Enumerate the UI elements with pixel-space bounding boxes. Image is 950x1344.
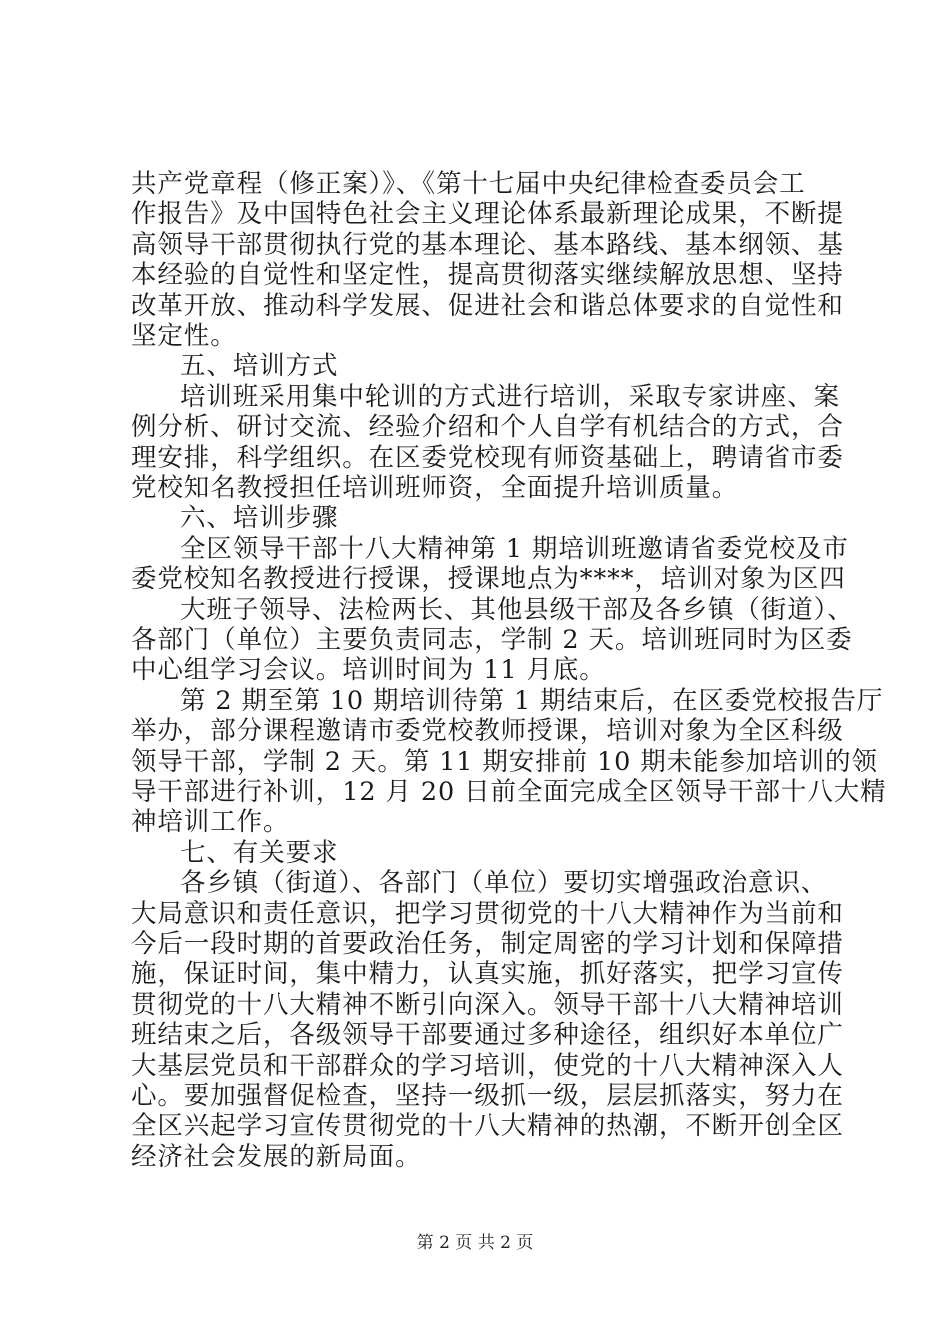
text-line: 各部门（单位）主要负责同志，学制 2 天。培训班同时为区委 <box>131 625 853 655</box>
text-line: 施，保证时间，集中精力，认真实施，抓好落实，把学习宣传 <box>131 959 844 990</box>
text-line: 经济社会发展的新局面。 <box>131 1141 422 1172</box>
section-heading: 七、有关要求 <box>180 837 339 868</box>
text-line: 高领导干部贯彻执行党的基本理论、基本路线、基本纲领、基 <box>131 229 844 260</box>
text-line: 理安排，科学组织。在区委党校现有师资基础上，聘请省市委 <box>131 442 844 473</box>
text-line: 坚定性。 <box>131 321 237 351</box>
text-line: 党校知名教授担任培训班师资，全面提升培训质量。 <box>131 473 739 503</box>
text-line: 各乡镇（街道）、各部门（单位）要切实增强政治意识、 <box>180 868 828 899</box>
text-line: 第 2 期至第 10 期培训待第 1 期结束后，在区委党校报告厅 <box>180 685 884 716</box>
text-line: 举办，部分课程邀请市委党校教师授课，培训对象为全区科级 <box>131 716 844 747</box>
page-number-footer: 第 2 页 共 2 页 <box>416 1233 534 1254</box>
text-line: 全区兴起学习宣传贯彻党的十八大精神的热潮，不断开创全区 <box>131 1111 844 1142</box>
text-line: 例分析、研讨交流、经验介绍和个人自学有机结合的方式，合 <box>131 412 844 443</box>
text-line: 委党校知名教授进行授课，授课地点为****，培训对象为区四 <box>131 564 846 595</box>
text-line: 本经验的自觉性和坚定性，提高贯彻落实继续解放思想、坚持 <box>131 260 844 291</box>
text-line: 大基层党员和干部群众的学习培训，使党的十八大精神深入人 <box>131 1050 844 1081</box>
text-line: 改革开放、推动科学发展、促进社会和谐总体要求的自觉性和 <box>131 290 844 321</box>
text-line: 大局意识和责任意识，把学习贯彻党的十八大精神作为当前和 <box>131 898 844 929</box>
text-line: 大班子领导、法检两长、其他县级干部及各乡镇（街道）、 <box>180 594 854 625</box>
text-line: 班结束之后，各级领导干部要通过多种途径，组织好本单位广 <box>131 1020 844 1051</box>
text-line: 神培训工作。 <box>131 807 290 838</box>
text-line: 作报告》及中国特色社会主义理论体系最新理论成果，不断提 <box>131 199 844 230</box>
text-line: 全区领导干部十八大精神第 1 期培训班邀请省委党校及市 <box>180 533 849 564</box>
text-line: 培训班采用集中轮训的方式进行培训，采取专家讲座、案 <box>180 381 841 412</box>
text-line: 中心组学习会议。培训时间为 11 月底。 <box>131 655 606 686</box>
text-line: 共产党章程（修正案）》、《第十七届中央纪律检查委员会工 <box>131 169 806 199</box>
text-line: 领导干部，学制 2 天。第 11 期安排前 10 期未能参加培训的领 <box>131 746 878 777</box>
section-heading: 六、培训步骤 <box>180 503 339 534</box>
text-line: 导干部进行补训，12 月 20 日前全面完成全区领导干部十八大精 <box>131 777 887 807</box>
text-line: 今后一段时期的首要政治任务，制定周密的学习计划和保障措 <box>131 929 844 959</box>
section-heading: 五、培训方式 <box>180 351 339 382</box>
text-line: 心。要加强督促检查，坚持一级抓一级，层层抓落实，努力在 <box>131 1081 844 1111</box>
text-line: 贯彻党的十八大精神不断引向深入。领导干部十八大精神培训 <box>131 989 844 1020</box>
